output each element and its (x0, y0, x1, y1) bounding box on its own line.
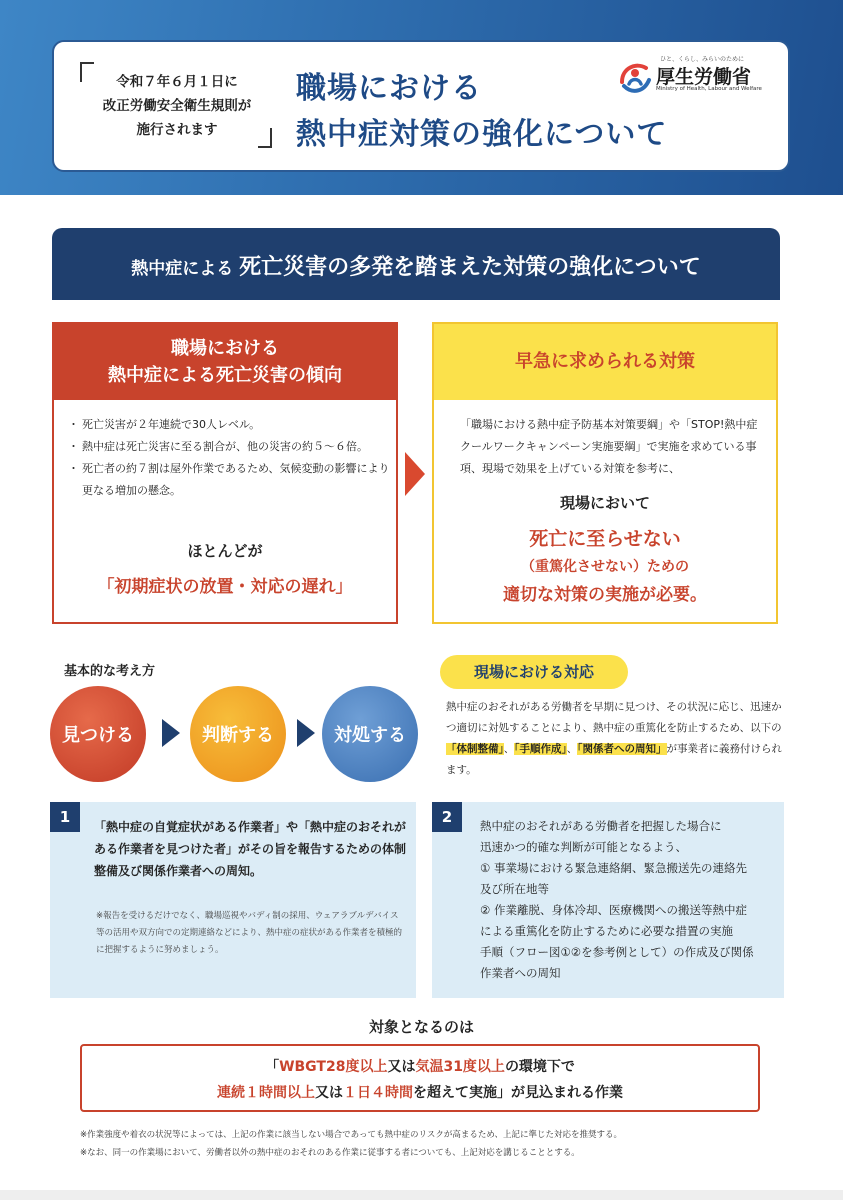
trend-heading-line-2: 熱中症による死亡災害の傾向 (108, 365, 342, 386)
trend-summary-lead: ほとんどが (187, 542, 263, 560)
law-note-line-1: 令和７年６月１日に (116, 74, 238, 90)
logo-english-name: Ministry of Health, Labour and Welfare (656, 86, 762, 92)
footnote-1: ※作業強度や着衣の状況等によっては、上記の作業に該当しない場合であっても熱中症のリスクが高まるため、上記に準じた対応を推奨する。 (80, 1130, 623, 1140)
highlight-system: 「体制整備」 (446, 743, 504, 755)
field-separator: 、 (503, 743, 515, 755)
requirement-box-2 (432, 802, 784, 998)
page-title (296, 66, 667, 158)
footnote-2: ※なお、同一の作業場において、労働者以外の熱中症のおそれのある作業に従事する者についても、上記対応を講じることとする。 (80, 1148, 580, 1158)
page-title-line-2: 熱中症対策の強化について (296, 117, 668, 152)
requirement-2-line: 作業者への周知 (480, 966, 561, 980)
mhlw-logo-icon (616, 56, 654, 96)
target-line-2 (82, 1082, 758, 1102)
field-response-text (446, 697, 786, 781)
target-temperature: 気温31度以上 (415, 1059, 505, 1075)
requirement-text-2 (480, 816, 776, 984)
requirement-box-1 (50, 802, 416, 998)
urgent-measures-line-1: 現場において (559, 494, 650, 512)
step-find: 見つける (50, 686, 146, 782)
requirement-note-1: ※報告を受けるだけでなく、職場巡視やバディ制の採用、ウェアラブルデバイス等の活用や双方向での定期連絡などにより、熱中症の症状がある作業者を積極的に把握するように努めましょう。 (96, 911, 403, 955)
urgent-measures-body: 「職場における熱中症予防基本対策要綱」や「STOP!熱中症クールワークキャンペーン実施要綱」で実施を求めている事項、現場で効果を上げている対策を参考に、 (460, 418, 758, 475)
death-trend-heading (54, 324, 396, 400)
field-text-after: が事業者に義務付けられます。 (446, 743, 782, 776)
law-note-line-2: 改正労働安全衛生規則が (102, 98, 252, 114)
target-daily-hours: １日４時間 (343, 1085, 413, 1101)
requirement-text-1: 「熱中症の自覚症状がある作業者」や「熱中症のおそれがある作業者を見つけた者」がその旨を報告するための体制整備及び関係作業者への周知。 (94, 820, 407, 878)
requirement-2-line: 熱中症のおそれがある労働者を把握した場合に (480, 819, 722, 833)
logo-name: 厚生労働省 (656, 66, 752, 88)
target-open-quote: 「 (265, 1059, 280, 1075)
list-item: ・ 熱中症は死亡災害に至る割合が、他の災害の約５～６倍。 (72, 436, 392, 458)
urgent-measures-line-3: （重篤化させない）ための (521, 559, 689, 575)
target-line-1-end: の環境下で (504, 1059, 575, 1075)
banner-emphasis: 死亡災害の多発を踏まえた対策の強化について (239, 255, 701, 280)
field-separator: 、 (566, 743, 578, 755)
requirement-number-1: 1 (50, 802, 80, 832)
death-trend-list (72, 414, 392, 502)
trend-summary-key: 「初期症状の放置・対応の遅れ」 (97, 577, 353, 597)
basic-approach-label: 基本的な考え方 (64, 664, 156, 679)
field-response-heading: 現場における対応 (440, 655, 628, 689)
logo-tagline: ひと、くらし、みらいのために (660, 56, 745, 63)
target-or: 又は (315, 1085, 343, 1101)
page-title-line-1: 職場における (296, 71, 482, 106)
section-banner (52, 228, 780, 300)
target-line-1 (82, 1056, 758, 1076)
target-continuous-hours: 連続１時間以上 (217, 1085, 315, 1101)
requirement-2-line: 迅速かつ的確な判断が可能となるよう、 (480, 840, 687, 854)
highlight-procedure: 「手順作成」 (514, 743, 567, 755)
urgent-measures-heading: 早急に求められる対策 (434, 324, 776, 400)
step-respond: 対処する (322, 686, 418, 782)
target-label: 対象となるのは (368, 1018, 474, 1036)
requirement-2-line: ① 事業場における緊急連絡網、緊急搬送先の連絡先 (480, 861, 747, 875)
target-wbgt: WBGT28度以上 (279, 1059, 388, 1075)
requirement-2-line: による重篤化を防止するために必要な措置の実施 (480, 924, 733, 938)
highlight-notification: 「関係者への周知」 (577, 743, 667, 755)
requirement-2-line: 手順（フロー図①②を参考例として）の作成及び関係 (480, 945, 754, 959)
target-conditions-box (80, 1044, 760, 1112)
chevron-right-icon (162, 719, 180, 747)
list-item: ・ 死亡者の約７割は屋外作業であるため、気候変動の影響により更なる増加の懸念。 (72, 458, 392, 502)
bottom-bar (0, 1190, 843, 1200)
law-enforcement-note (88, 70, 266, 142)
target-or: 又は (387, 1059, 416, 1075)
trend-heading-line-1: 職場における (171, 338, 279, 359)
requirement-2-line: 及び所在地等 (480, 882, 549, 896)
urgent-measures-line-4: 適切な対策の実施が必要。 (503, 585, 707, 605)
urgent-measures-box (432, 322, 778, 624)
list-item: ・ 死亡災害が２年連続で30人レベル。 (72, 414, 392, 436)
banner-prefix: 熱中症による (131, 259, 240, 279)
step-judge: 判断する (190, 686, 286, 782)
mhlw-logo (616, 52, 776, 102)
target-line-2-end: を超えて実施」が見込まれる作業 (413, 1085, 623, 1101)
requirement-number-2: 2 (432, 802, 462, 832)
law-note-line-3: 施行されます (136, 122, 218, 138)
death-trend-box (52, 322, 398, 624)
arrow-right-icon (405, 452, 425, 496)
field-text-before: 熱中症のおそれがある労働者を早期に見つけ、その状況に応じ、迅速かつ適切に対処することにより、熱中症の重篤化を防止するため、以下の (446, 701, 782, 734)
chevron-right-icon (297, 719, 315, 747)
section-banner-text (52, 250, 780, 281)
requirement-2-line: ② 作業離脱、身体冷却、医療機関への搬送等熱中症 (480, 903, 747, 917)
urgent-measures-line-2: 死亡に至らせない (529, 528, 681, 550)
